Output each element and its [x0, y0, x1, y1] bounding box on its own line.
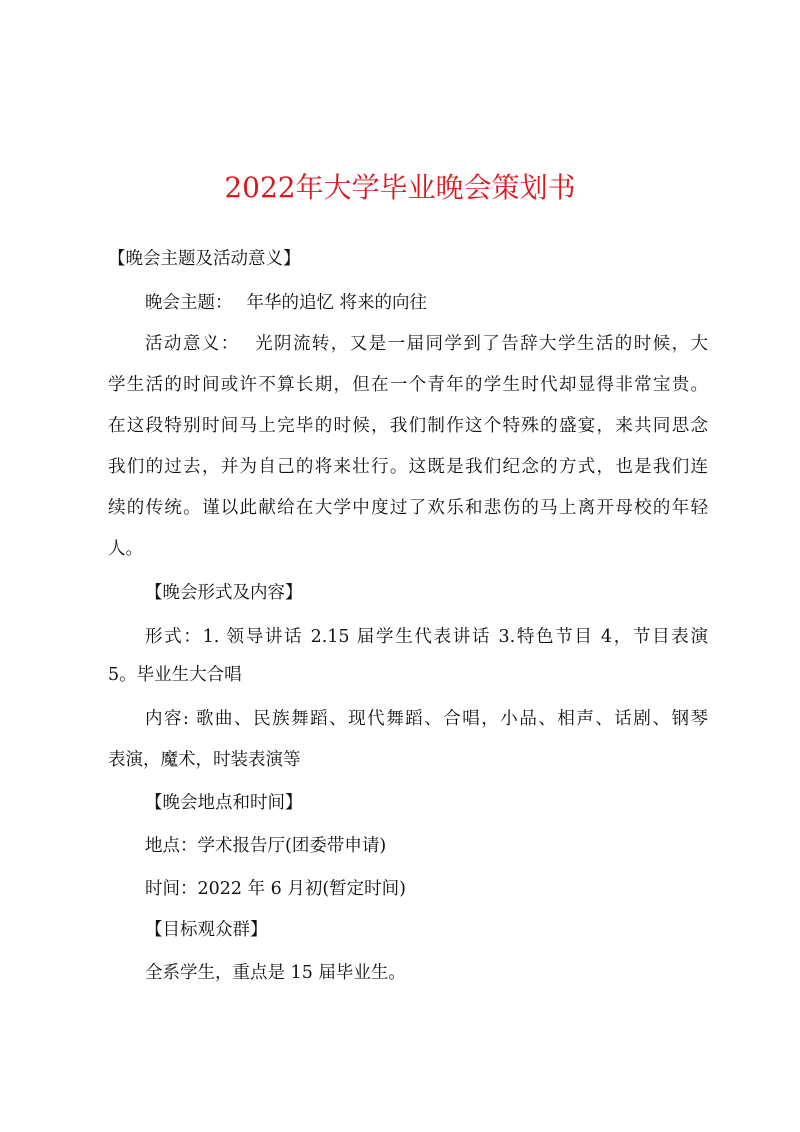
meaning-line-4: 我们的过去，并为自己的将来壮行。这既是我们纪念的方式，也是我们连 — [108, 457, 708, 477]
audience-line: 全系学生，重点是 15 届毕业生。 — [145, 963, 406, 983]
content-line-2: 表演，魔术，时装表演等 — [108, 750, 301, 770]
time-line: 时间：2022 年 6 月初(暂定时间) — [145, 879, 407, 899]
meaning-label: 活动意义： — [145, 334, 240, 354]
document-title: 2022年大学毕业晚会策划书 — [224, 171, 576, 204]
meaning-line-6: 人。 — [108, 539, 143, 559]
section-heading-place: 【晚会地点和时间】 — [145, 793, 303, 813]
section-heading-theme: 【晚会主题及活动意义】 — [108, 249, 301, 269]
theme-value: 年华的追忆 将来的向往 — [246, 293, 428, 313]
meaning-line-3: 在这段特别时间马上完毕的时候，我们制作这个特殊的盛宴，来共同思念 — [108, 416, 708, 436]
place-line: 地点：学术报告厅(团委带申请) — [145, 836, 387, 856]
form-line-2: 5。毕业生大合唱 — [108, 665, 242, 685]
section-heading-form: 【晚会形式及内容】 — [145, 583, 303, 603]
theme-label: 晚会主题： — [145, 293, 233, 313]
theme-line — [145, 290, 745, 316]
meaning-line-1 — [145, 331, 708, 357]
content-line-1: 内容: 歌曲、民族舞蹈、现代舞蹈、合唱，小品、相声、话剧、钢琴 — [145, 709, 708, 729]
meaning-line-2: 学生活的时间或许不算长期，但在一个青年的学生时代却显得非常宝贵。 — [108, 375, 708, 395]
meaning-text-1: 光阴流转，又是一届同学到了告辞大学生活的时候，大 — [253, 334, 708, 354]
form-line-1: 形式：1. 领导讲话 2.15 届学生代表讲话 3.特色节目 4，节目表演 — [145, 627, 708, 647]
meaning-line-5: 续的传统。谨以此献给在大学中度过了欢乐和悲伤的马上离开母校的年轻 — [108, 498, 708, 518]
section-heading-audience: 【目标观众群】 — [145, 920, 268, 940]
